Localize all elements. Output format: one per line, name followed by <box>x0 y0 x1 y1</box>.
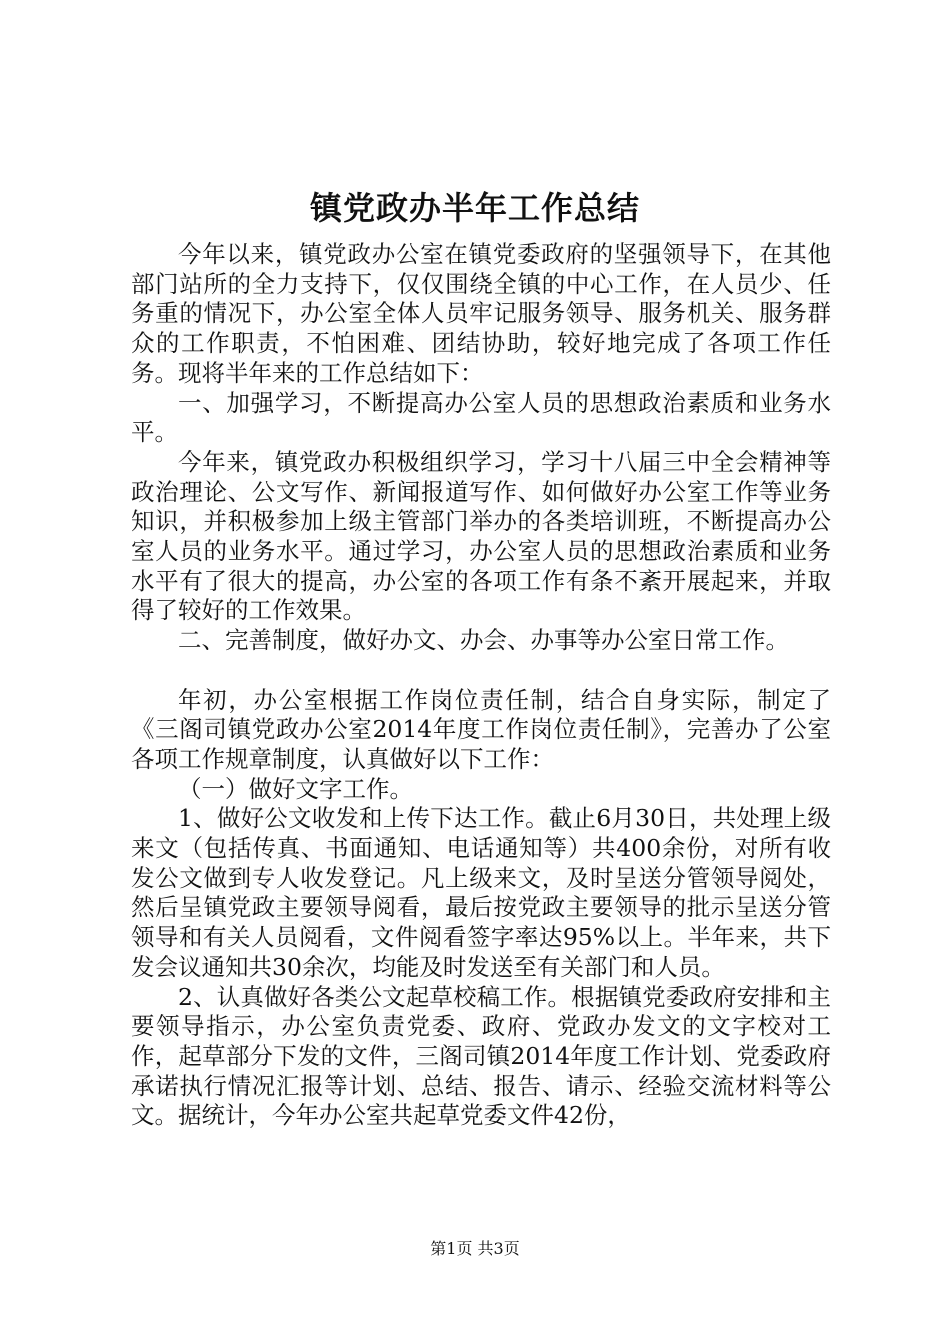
paragraph-section-1-heading: 一、加强学习，不断提高办公室人员的思想政治素质和业务水平。 <box>131 388 831 447</box>
paragraph-subsection-1-heading: （一）做好文字工作。 <box>178 774 413 803</box>
paragraph-study: 今年来，镇党政办积极组织学习，学习十八届三中全会精神等政治理论、公文写作、新闻报道写作、如何做好办公室工作等业务知识，并积极参加上级主管部门举办的各类培训班，不断提高办公室人员的业务水平。通过学习，办公室人员的思想政治素质和业务水平有了很大的提高，办公室的各项工作有条不紊开展起来，并取得了较好的工作效果。 <box>131 447 831 625</box>
paragraph-intro: 今年以来，镇党政办公室在镇党委政府的坚强领导下，在其他部门站所的全力支持下，仅仅围绕全镇的中心工作，在人员少、任务重的情况下，办公室全体人员牢记服务领导、服务机关、服务群众的工作职责，不怕困难、团结协助，较好地完成了各项工作任务。现将半年来的工作总结如下： <box>131 240 831 387</box>
paragraph-system: 年初，办公室根据工作岗位责任制，结合自身实际，制定了《三阁司镇党政办公室2014年度工作岗位责任制》，完善办了公室各项工作规章制度，认真做好以下工作： <box>131 685 831 773</box>
document-body <box>131 240 831 1131</box>
blank-line <box>131 656 831 686</box>
page-footer: 第1页 共3页 <box>430 1239 520 1258</box>
paragraph-section-2-heading: 二、完善制度，做好办文、办会、办事等办公室日常工作。 <box>178 626 789 655</box>
document-title: 镇党政办半年工作总结 <box>309 189 640 227</box>
paragraph-drafting: 2、认真做好各类公文起草校稿工作。根据镇党委政府安排和主要领导指示，办公室负责党委、政府、党政办发文的文字校对工作，起草部分下发的文件，三阁司镇2014年度工作计划、党委政府承诺执行情况汇报等计划、总结、报告、请示、经验交流材料等公文。据统计，今年办公室共起草党委文件42份， <box>131 982 831 1130</box>
paragraph-document-handling: 1、做好公文收发和上传下达工作。截止6月30日，共处理上级来文（包括传真、书面通知、电话通知等）共400余份，对所有收发公文做到专人收发登记。凡上级来文，及时呈送分管领导阅处，然后呈镇党政主要领导阅看，最后按党政主要领导的批示呈送分管领导和有关人员阅看，文件阅看签字率达95%以上。半年来，共下发会议通知共30余次，均能及时发送至有关部门和人员。 <box>131 804 831 981</box>
